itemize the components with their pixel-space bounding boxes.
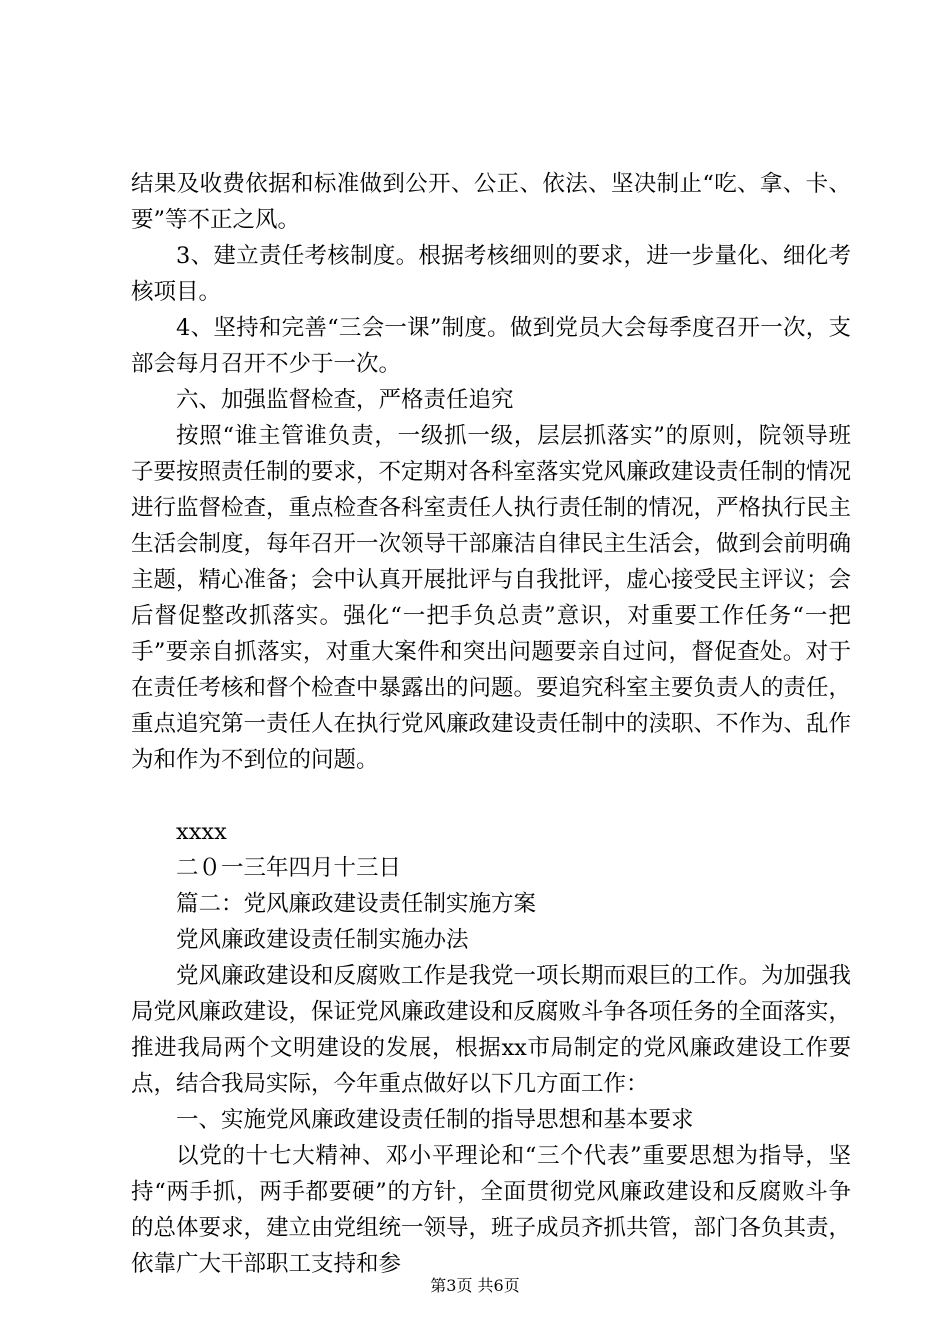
paragraph-item-4: 4、坚持和完善“三会一课”制度。做到党员大会每季度召开一次，支部会每月召开不少于一次。 [131, 315, 851, 377]
blank-line [131, 778, 851, 814]
paragraph-item-3: 3、建立责任考核制度。根据考核细则的要求，进一步量化、细化考核项目。 [131, 243, 851, 305]
section-heading-six: 六、加强监督检查，严格责任追究 [176, 387, 514, 413]
document-body [131, 166, 851, 1282]
page-number-footer: 第3页 共6页 [430, 1276, 520, 1295]
article-two-subtitle: 党风廉政建设责任制实施办法 [176, 927, 469, 953]
signature-org: xxxx [176, 819, 227, 845]
signature-date: 二０一三年四月十三日 [176, 855, 402, 881]
section-heading-one: 一、实施党风廉政建设责任制的指导思想和基本要求 [176, 1107, 694, 1133]
paragraph-continuation: 结果及收费依据和标准做到公开、公正、依法、坚决制止“吃、拿、卡、要”等不正之风。 [131, 171, 851, 233]
article-two-title: 篇二：党风廉政建设责任制实施方案 [176, 891, 537, 917]
paragraph-guiding-thought: 以党的十七大精神、邓小平理论和“三个代表”重要思想为指导，坚持“两手抓，两手都要硬”的方针，全面贯彻党风廉政建设和反腐败斗争的总体要求，建立由党组统一领导，班子成员齐抓共管，部门各负其责，依靠广大干部职工支持和参 [131, 1143, 852, 1277]
paragraph-supervision: 按照“谁主管谁负责，一级抓一级，层层抓落实”的原则，院领导班子要按照责任制的要求，不定期对各科室落实党风廉政建设责任制的情况进行监督检查，重点检查各科室责任人执行责任制的情况，严格执行民主生活会制度，每年召开一次领导干部廉洁自律民主生活会，做到会前明确主题，精心准备；会中认真开展批评与自我批评，虚心接受民主评议；会后督促整改抓落实。强化“一把手负总责”意识，对重要工作任务“一把手”要亲自抓落实，对重大案件和突出问题要亲自过问，督促查处。对于在责任考核和督个检查中暴露出的问题。要追究科室主要负责人的责任，重点追究第一责任人在执行党风廉政建设责任制中的渎职、不作为、乱作为和作为不到位的问题。 [131, 423, 852, 773]
paragraph-intro: 党风廉政建设和反腐败工作是我党一项长期而艰巨的工作。为加强我局党风廉政建设，保证党风廉政建设和反腐败斗争各项任务的全面落实，推进我局两个文明建设的发展，根据xx市局制定的党风廉政建设工作要点，结合我局实际，今年重点做好以下几方面工作： [131, 963, 852, 1097]
